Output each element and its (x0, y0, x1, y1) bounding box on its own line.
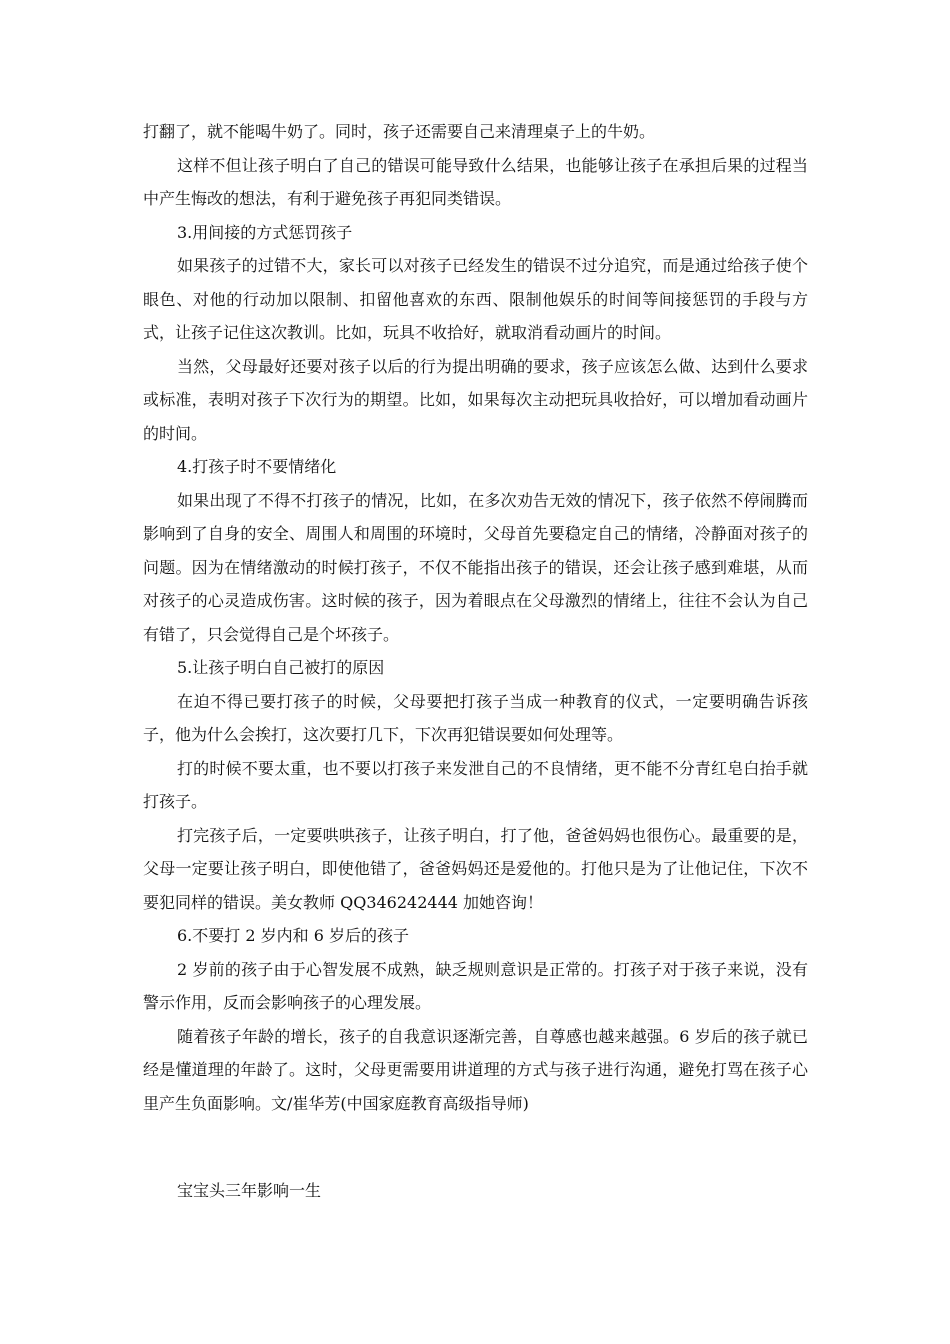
section-heading-6: 6.不要打 2 岁内和 6 岁后的孩子 (177, 926, 409, 945)
paragraph: 随着孩子年龄的增长，孩子的自我意识逐渐完善，自尊感也越来越强。6 岁后的孩子就已经是懂道理的年龄了。这时，父母更需要用讲道理的方式与孩子进行沟通，避免打骂在孩子心里产生负面影响。文/崔华芳(中国家庭教育高级指导师) (143, 1026, 808, 1113)
section-heading-4: 4.打孩子时不要情绪化 (177, 457, 337, 476)
article-body (143, 115, 808, 1208)
paragraph: 在迫不得已要打孩子的时候，父母要把打孩子当成一种教育的仪式，一定要明确告诉孩子，他为什么会挨打，这次要打几下，下次再犯错误要如何处理等。 (143, 691, 808, 744)
paragraph: 这样不但让孩子明白了自己的错误可能导致什么结果，也能够让孩子在承担后果的过程当中产生悔改的想法，有利于避免孩子再犯同类错误。 (143, 155, 808, 208)
paragraph-continuation: 打翻了，就不能喝牛奶了。同时，孩子还需要自己来清理桌子上的牛奶。 (143, 122, 656, 141)
closing-title: 宝宝头三年影响一生 (177, 1181, 322, 1200)
section-heading-3: 3.用间接的方式惩罚孩子 (177, 222, 353, 242)
spacer (143, 1120, 808, 1174)
paragraph: 当然，父母最好还要对孩子以后的行为提出明确的要求，孩子应该怎么做、达到什么要求或标准，表明对孩子下次行为的期望。比如，如果每次主动把玩具收拾好，可以增加看动画片的时间。 (143, 356, 808, 443)
paragraph: 如果孩子的过错不大，家长可以对孩子已经发生的错误不过分追究，而是通过给孩子使个眼色、对他的行动加以限制、扣留他喜欢的东西、限制他娱乐的时间等间接惩罚的手段与方式，让孩子记住这次教训。比如，玩具不收拾好，就取消看动画片的时间。 (143, 256, 808, 342)
paragraph: 如果出现了不得不打孩子的情况，比如，在多次劝告无效的情况下，孩子依然不停闹腾而影响到了自身的安全、周围人和周围的环境时，父母首先要稳定自己的情绪，冷静面对孩子的问题。因为在情绪激动的时候打孩子，不仅不能指出孩子的错误，还会让孩子感到难堪，从而对孩子的心灵造成伤害。这时候的孩子，因为着眼点在父母激烈的情绪上，往往不会认为自己有错了，只会觉得自己是个坏孩子。 (143, 490, 808, 644)
paragraph: 打的时候不要太重，也不要以打孩子来发泄自己的不良情绪，更不能不分青红皂白抬手就打孩子。 (143, 758, 808, 811)
section-heading-5: 5.让孩子明白自己被打的原因 (177, 658, 385, 677)
paragraph: 2 岁前的孩子由于心智发展不成熟，缺乏规则意识是正常的。打孩子对于孩子来说，没有警示作用，反而会影响孩子的心理发展。 (143, 959, 808, 1012)
paragraph: 打完孩子后，一定要哄哄孩子，让孩子明白，打了他，爸爸妈妈也很伤心。最重要的是，父母一定要让孩子明白，即使他错了，爸爸妈妈还是爱他的。打他只是为了让他记住，下次不要犯同样的错误。美女教师 QQ346242444 加她咨询！ (143, 825, 808, 912)
